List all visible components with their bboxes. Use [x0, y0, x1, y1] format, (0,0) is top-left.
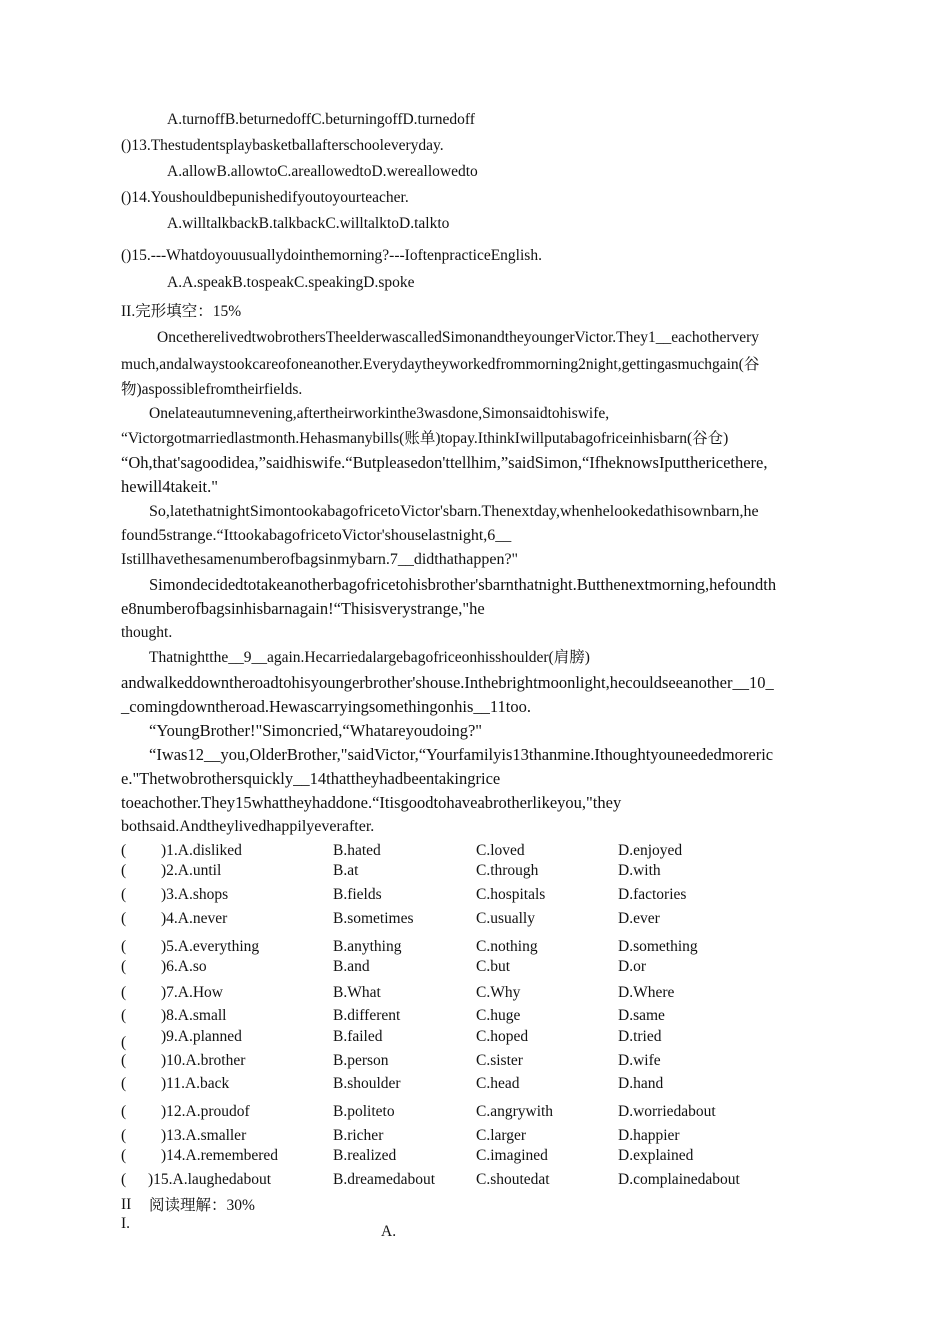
- option-d: D.happier: [618, 1127, 680, 1144]
- passage-line: much,andalwaystookcareofoneanother.Everydaytheyworkedfrommorning2night,gettingasmuchgain(谷物)aspossiblefromtheirfields.: [121, 356, 760, 398]
- q13-options: A.allowB.allowtoC.areallowedtoD.wereallowedto: [167, 163, 478, 180]
- option-a: )5.A.everything: [161, 938, 260, 955]
- answer-paren: (: [121, 842, 127, 859]
- option-b: B.realized: [333, 1147, 397, 1164]
- option-b: B.sometimes: [333, 910, 414, 927]
- option-a: )3.A.shops: [161, 886, 229, 903]
- cloze-question-row: [121, 909, 821, 929]
- passage-line: e8numberofbagsinhisbarnagain!“Thisisverystrange,"he: [121, 599, 485, 618]
- option-c: C.usually: [476, 910, 535, 927]
- option-d: D.or: [618, 958, 646, 975]
- option-d: D.complainedabout: [618, 1171, 740, 1188]
- option-d: D.ever: [618, 910, 660, 927]
- option-c: C.but: [476, 958, 511, 975]
- option-a: )14.A.remembered: [161, 1147, 279, 1164]
- answer-paren: (: [121, 1127, 127, 1144]
- option-a: )8.A.small: [161, 1007, 227, 1024]
- answer-paren: (: [121, 1103, 127, 1120]
- q14-options: A.willtalkbackB.talkbackC.willtalktoD.talkto: [167, 215, 450, 232]
- answer-paren: (: [121, 1171, 127, 1188]
- passage-line: found5strange.“IttookabagofricetoVictor'shouselastnight,6__: [121, 527, 512, 544]
- option-a: )11.A.back: [161, 1075, 230, 1092]
- passage-line: OncetherelivedtwobrothersTheelderwascalledSimonandtheyoungerVictor.They1__eachothervery: [157, 329, 760, 346]
- answer-paren: (: [121, 1052, 127, 1069]
- option-c: C.larger: [476, 1127, 527, 1144]
- passage-line: “Oh,that'sagoodidea,”saidhiswife.“Butpleasedon'ttellhim,”saidSimon,“IfheknowsIputthericethere,: [121, 453, 768, 472]
- cloze-question-row: [121, 1006, 821, 1026]
- answer-paren: (: [121, 938, 127, 955]
- q15-options: A.A.speakB.tospeakC.speakingD.spoke: [167, 274, 415, 291]
- option-c: C.sister: [476, 1052, 523, 1069]
- option-d: D.worriedabout: [618, 1103, 716, 1120]
- answer-paren: (: [121, 984, 127, 1001]
- cloze-question-row: [121, 983, 821, 1003]
- cloze-question-row: [121, 1051, 821, 1071]
- cloze-question-row: [121, 841, 821, 861]
- option-b: B.person: [333, 1052, 389, 1069]
- option-a: )2.A.until: [161, 862, 222, 879]
- option-c: C.head: [476, 1075, 520, 1092]
- passage-line: So,latethatnightSimontookabagofricetoVictor'sbarn.Thenextday,whenhelookedathisownbarn,he: [149, 503, 759, 520]
- option-b: B.politeto: [333, 1103, 395, 1120]
- answer-paren: (: [121, 886, 127, 903]
- option-a: )15.A.laughedabout: [148, 1171, 272, 1188]
- option-b: B.What: [333, 984, 381, 1001]
- passage-line: toeachother.They15whattheyhaddone.“Itisgoodtohaveabrotherlikeyou,"they: [121, 793, 622, 812]
- option-c: C.through: [476, 862, 539, 879]
- section3-number: II: [121, 1196, 132, 1213]
- option-b: B.different: [333, 1007, 401, 1024]
- option-a: )1.A.disliked: [161, 842, 242, 859]
- cloze-question-row: [121, 885, 821, 905]
- option-b: B.hated: [333, 842, 381, 859]
- q13-stem: ()13.Thestudentsplaybasketballafterschooleveryday.: [121, 137, 444, 154]
- answer-paren: (: [121, 1007, 127, 1024]
- option-b: B.fields: [333, 886, 382, 903]
- option-c: C.loved: [476, 842, 525, 859]
- passage-line: andwalkeddowntheroadtohisyoungerbrother'shouse.Inthebrightmoonlight,hecouldseeanother__10_: [121, 673, 774, 692]
- option-d: D.enjoyed: [618, 842, 683, 859]
- cloze-question-row: [121, 1027, 821, 1051]
- reading-part-a: A.: [381, 1223, 397, 1240]
- passage-line: _comingdowntheroad.Hewascarryingsomethingonhis__11too.: [121, 697, 531, 716]
- cloze-question-row: [121, 1146, 821, 1166]
- passage-line: hewill4takeit.": [121, 477, 219, 496]
- answer-paren: (: [121, 1147, 127, 1164]
- option-d: D.factories: [618, 886, 687, 903]
- cloze-question-row: [121, 1170, 821, 1190]
- cloze-question-row: [121, 957, 821, 977]
- option-a: )10.A.brother: [161, 1052, 246, 1069]
- option-d: D.hand: [618, 1075, 664, 1092]
- section3-heading: 阅读理解：30%: [149, 1197, 255, 1214]
- option-b: B.anything: [333, 938, 402, 955]
- q14-stem: ()14.Youshouldbepunishedifyoutoyourteacher.: [121, 189, 409, 206]
- option-a: )4.A.never: [161, 910, 228, 927]
- option-d: D.with: [618, 862, 661, 879]
- option-d: D.something: [618, 938, 698, 955]
- cloze-question-row: [121, 1126, 821, 1146]
- section2-heading: II.完形填空：15%: [121, 303, 242, 320]
- passage-line: bothsaid.Andtheylivedhappilyeverafter.: [121, 818, 375, 835]
- passage-line: Thatnightthe__9__again.Hecarriedalargebagofriceonhisshoulder(肩膀): [149, 649, 590, 666]
- option-b: B.failed: [333, 1028, 383, 1045]
- option-c: C.shoutedat: [476, 1171, 550, 1188]
- option-d: D.same: [618, 1007, 665, 1024]
- option-c: C.hospitals: [476, 886, 546, 903]
- option-a: )7.A.How: [161, 984, 223, 1001]
- answer-paren: (: [121, 910, 127, 927]
- option-a: )9.A.planned: [161, 1028, 242, 1045]
- option-a: )13.A.smaller: [161, 1127, 247, 1144]
- answer-paren: (: [121, 1034, 127, 1051]
- answer-paren: (: [121, 1075, 127, 1092]
- option-d: D.explained: [618, 1147, 694, 1164]
- option-d: D.wife: [618, 1052, 661, 1069]
- option-c: C.Why: [476, 984, 521, 1001]
- passage-line: Onelateautumnevening,aftertheirworkinthe3wasdone,Simonsaidtohiswife,: [149, 405, 610, 422]
- answer-paren: (: [121, 958, 127, 975]
- option-c: C.hoped: [476, 1028, 529, 1045]
- option-d: D.Where: [618, 984, 675, 1001]
- passage-line: “Iwas12__you,OlderBrother,"saidVictor,“Yourfamilyis13thanmine.Ithoughtyouneededmoreric: [149, 745, 774, 764]
- q15-stem: ()15.---Whatdoyouusuallydointhemorning?---IoftenpracticeEnglish.: [121, 247, 542, 264]
- q12-options: A.turnoffB.beturnedoffC.beturningoffD.turnedoff: [167, 111, 475, 128]
- answer-paren: (: [121, 862, 127, 879]
- option-a: )6.A.so: [161, 958, 207, 975]
- option-b: B.shoulder: [333, 1075, 401, 1092]
- passage-line: e."Thetwobrothersquickly__14thattheyhadbeentakingrice: [121, 769, 501, 788]
- option-b: B.and: [333, 958, 370, 975]
- option-c: C.nothing: [476, 938, 538, 955]
- option-b: B.richer: [333, 1127, 384, 1144]
- cloze-question-row: [121, 937, 821, 957]
- passage-line: Simondecidedtotakeanotherbagofricetohisbrother'sbarnthatnight.Butthenextmorning,hefoundth: [149, 575, 777, 594]
- option-c: C.angrywith: [476, 1103, 554, 1120]
- cloze-question-row: [121, 1102, 821, 1122]
- option-c: C.huge: [476, 1007, 521, 1024]
- option-b: B.at: [333, 862, 359, 879]
- passage-line: “Victorgotmarriedlastmonth.Hehasmanybills(账单)topay.IthinkIwillputabagofriceinhisbarn(谷仓): [121, 430, 729, 447]
- option-d: D.tried: [618, 1028, 662, 1045]
- passage-line: Istillhavethesamenumberofbagsinmybarn.7__didthathappen?": [121, 551, 519, 568]
- option-a: )12.A.proudof: [161, 1103, 250, 1120]
- section3-number-suffix: I.: [121, 1215, 131, 1232]
- option-b: B.dreamedabout: [333, 1171, 436, 1188]
- option-c: C.imagined: [476, 1147, 548, 1164]
- passage-line: “YoungBrother!"Simoncried,“Whatareyoudoing?": [149, 721, 483, 740]
- passage-line: thought.: [121, 624, 173, 641]
- cloze-question-row: [121, 1074, 821, 1094]
- cloze-question-row: [121, 861, 821, 881]
